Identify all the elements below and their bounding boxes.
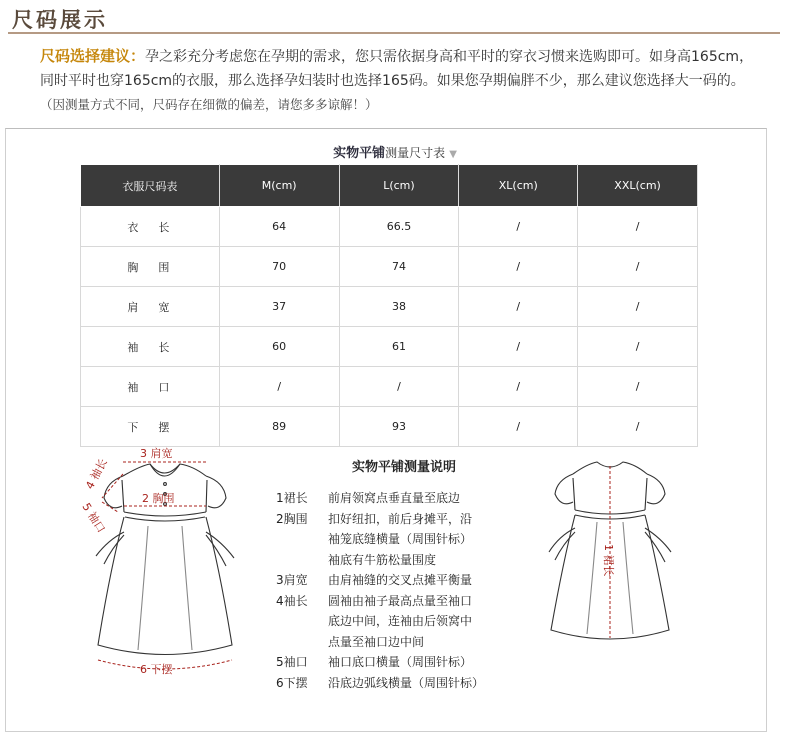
explain-row xyxy=(276,550,508,571)
measure-name-cell: 肩宽 xyxy=(81,287,220,327)
explain-row xyxy=(276,673,508,694)
table-row xyxy=(81,247,698,287)
explain-value: 前肩领窝点垂直量至底边 xyxy=(328,491,461,505)
sleeve-length-label: 4 袖长 xyxy=(83,456,110,492)
size-value-cell: / xyxy=(459,287,578,327)
explain-row xyxy=(276,529,508,550)
explain-value: 点量至袖口边中间 xyxy=(328,634,425,649)
size-value-cell: / xyxy=(578,247,698,287)
table-header-cell: XXL(cm) xyxy=(578,165,698,207)
size-value-cell: / xyxy=(578,287,698,327)
size-value-cell: / xyxy=(459,327,578,367)
size-value-cell: / xyxy=(459,407,578,447)
explain-value: 沿底边弧线横量（周围针标） xyxy=(328,675,485,690)
triangle-down-icon: ▼ xyxy=(449,149,457,160)
size-value-cell: 74 xyxy=(339,247,459,287)
explain-row xyxy=(276,652,508,673)
advice-note: （因测量方式不同，尺码存在细微的偏差，请您多多谅解！） xyxy=(40,97,378,112)
measure-name-cell: 下摆 xyxy=(81,407,220,447)
size-value-cell: 38 xyxy=(339,287,459,327)
explain-title: 实物平铺测量说明 xyxy=(352,460,457,475)
length-label: 1 裙长 xyxy=(602,544,615,577)
measure-name-cell: 袖长 xyxy=(81,327,220,367)
measure-name-cell: 胸围 xyxy=(81,247,220,287)
explain-value: 底边中间，连袖由后领窝中 xyxy=(328,614,473,628)
size-value-cell: 89 xyxy=(219,407,339,447)
explain-list xyxy=(276,488,508,693)
page-title: 尺码展示 xyxy=(12,8,108,32)
size-value-cell: 60 xyxy=(219,327,339,367)
table-row xyxy=(81,287,698,327)
explain-value: 由肩袖缝的交叉点摊平衡量 xyxy=(328,573,473,587)
explain-key: 1裙长 xyxy=(276,491,308,505)
size-value-cell: / xyxy=(219,367,339,407)
cuff-label: 5 袖口 xyxy=(79,500,108,536)
chest-label: 2 胸围 xyxy=(142,492,175,505)
explain-key: 6下摆 xyxy=(276,675,308,690)
dress-back-diagram xyxy=(535,452,685,658)
advice-lead: 尺码选择建议： xyxy=(40,47,146,65)
explain-value: 袖底有牛筋松量围度 xyxy=(328,552,437,567)
table-row xyxy=(81,327,698,367)
explain-key xyxy=(276,550,328,571)
size-value-cell: / xyxy=(339,367,459,407)
table-title-strong: 实物平铺 xyxy=(333,146,386,161)
advice-text: 孕之彩充分考虑您在孕期的需求，您只需依据身高和平时的穿衣习惯来选购即可。如身高165cm，同时平时也穿165cm的衣服，那么选择孕妇装时也选择165码。如果您孕期偏胖不少，那么建议您选择大一码的。 xyxy=(40,49,754,89)
size-table xyxy=(80,164,698,447)
size-value-cell: / xyxy=(578,327,698,367)
size-value-cell: 64 xyxy=(219,207,339,247)
size-value-cell: 66.5 xyxy=(339,207,459,247)
size-value-cell: 70 xyxy=(219,247,339,287)
table-title xyxy=(0,142,790,161)
size-value-cell: / xyxy=(578,407,698,447)
explain-key: 5袖口 xyxy=(276,655,308,669)
explain-row xyxy=(276,611,508,632)
size-value-cell: / xyxy=(459,207,578,247)
explain-row xyxy=(276,632,508,653)
table-row xyxy=(81,207,698,247)
size-value-cell: / xyxy=(459,247,578,287)
table-row xyxy=(81,367,698,407)
explain-row xyxy=(276,488,508,509)
explain-value: 扣好纽扣，前后身摊平，沿 xyxy=(328,511,473,526)
measure-name-cell: 衣长 xyxy=(81,207,220,247)
size-value-cell: 37 xyxy=(219,287,339,327)
explain-key: 3肩宽 xyxy=(276,573,308,587)
explain-value: 圆袖由袖子最高点量至袖口 xyxy=(328,593,473,608)
table-title-sub: 测量尺寸表 xyxy=(385,146,446,160)
size-value-cell: 93 xyxy=(339,407,459,447)
explain-row xyxy=(276,591,508,612)
explain-value: 袖口底口横量（周围针标） xyxy=(328,655,473,669)
hem-label: 6 下摆 xyxy=(140,663,173,676)
title-divider xyxy=(8,32,780,34)
explain-key: 4袖长 xyxy=(276,593,308,608)
explain-row xyxy=(276,509,508,530)
size-value-cell: / xyxy=(578,207,698,247)
explain-key: 2胸围 xyxy=(276,511,308,526)
size-advice xyxy=(40,44,760,117)
explain-key xyxy=(276,611,328,632)
size-value-cell: 61 xyxy=(339,327,459,367)
size-value-cell: / xyxy=(459,367,578,407)
size-value-cell: / xyxy=(578,367,698,407)
measure-name-cell: 袖口 xyxy=(81,367,220,407)
explain-row xyxy=(276,570,508,591)
dress-front-diagram xyxy=(78,440,253,690)
explain-value: 袖笼底缝横量（周围针标） xyxy=(328,532,473,546)
table-header-cell: L(cm) xyxy=(339,165,459,207)
shoulder-label: 3 肩宽 xyxy=(140,447,173,460)
table-header-cell: M(cm) xyxy=(219,165,339,207)
table-header-cell: 衣服尺码表 xyxy=(81,165,220,207)
table-header-cell: XL(cm) xyxy=(459,165,578,207)
explain-key xyxy=(276,632,328,653)
explain-key xyxy=(276,529,328,550)
